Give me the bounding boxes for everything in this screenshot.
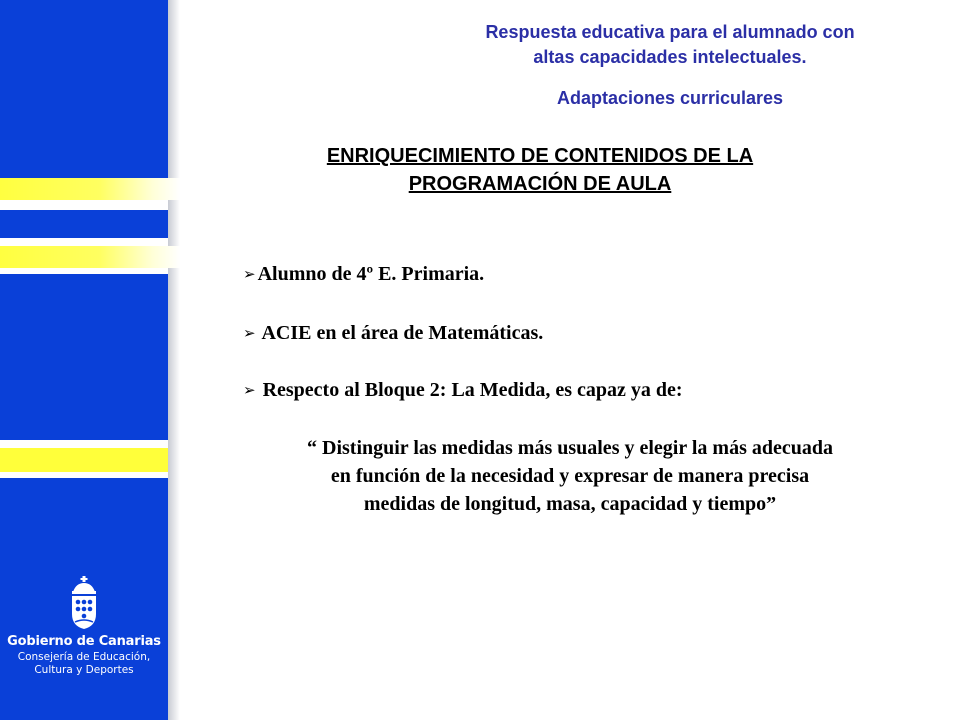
- bullet-item: [243, 263, 484, 286]
- yellow-stripe: [0, 178, 180, 200]
- header-line: Respuesta educativa para el alumnado con: [485, 22, 855, 42]
- sidebar-shadow: [168, 0, 180, 720]
- bullet-text: Respecto al Bloque 2: La Medida, es capaz ya de:: [262, 379, 683, 401]
- arrow-bullet-icon: ➢: [243, 324, 256, 342]
- government-logo: [0, 576, 168, 677]
- objective-quote: [240, 434, 900, 518]
- bullet-text: Alumno de 4º E. Primaria.: [257, 263, 485, 285]
- arrow-bullet-icon: ➢: [243, 381, 256, 399]
- header-subtitle: Adaptaciones curriculares: [556, 88, 784, 108]
- logo-dept-line: Consejería de Educación,: [17, 651, 151, 663]
- yellow-stripe: [0, 246, 180, 268]
- logo-dept-line: Cultura y Deportes: [34, 664, 134, 676]
- quote-line: en función de la necesidad y expresar de manera precisa: [330, 465, 810, 487]
- logo-name: Gobierno de Canarias: [7, 634, 161, 649]
- yellow-stripe: [0, 448, 168, 472]
- page-title: [230, 142, 850, 198]
- logo-department: [0, 651, 168, 677]
- title-line: PROGRAMACIÓN DE AULA: [408, 173, 672, 195]
- sidebar-divider: [0, 472, 168, 478]
- bullet-item: [243, 379, 683, 402]
- bullet-item: [243, 322, 543, 345]
- arrow-bullet-icon: ➢: [243, 265, 256, 283]
- header-line: altas capacidades intelectuales.: [533, 47, 807, 67]
- sidebar-divider: [0, 268, 168, 274]
- quote-line: “ Distinguir las medidas más usuales y elegir la más adecuada: [307, 437, 833, 459]
- sidebar-divider: [0, 200, 168, 210]
- sidebar-divider: [0, 238, 168, 246]
- coat-of-arms-icon: [64, 576, 104, 630]
- bullet-text: ACIE en el área de Matemáticas.: [261, 322, 544, 344]
- header-title: [420, 20, 920, 70]
- quote-line: medidas de longitud, masa, capacidad y tiempo”: [363, 493, 777, 515]
- sidebar-divider: [0, 440, 168, 448]
- title-line: ENRIQUECIMIENTO DE CONTENIDOS DE LA: [326, 145, 754, 167]
